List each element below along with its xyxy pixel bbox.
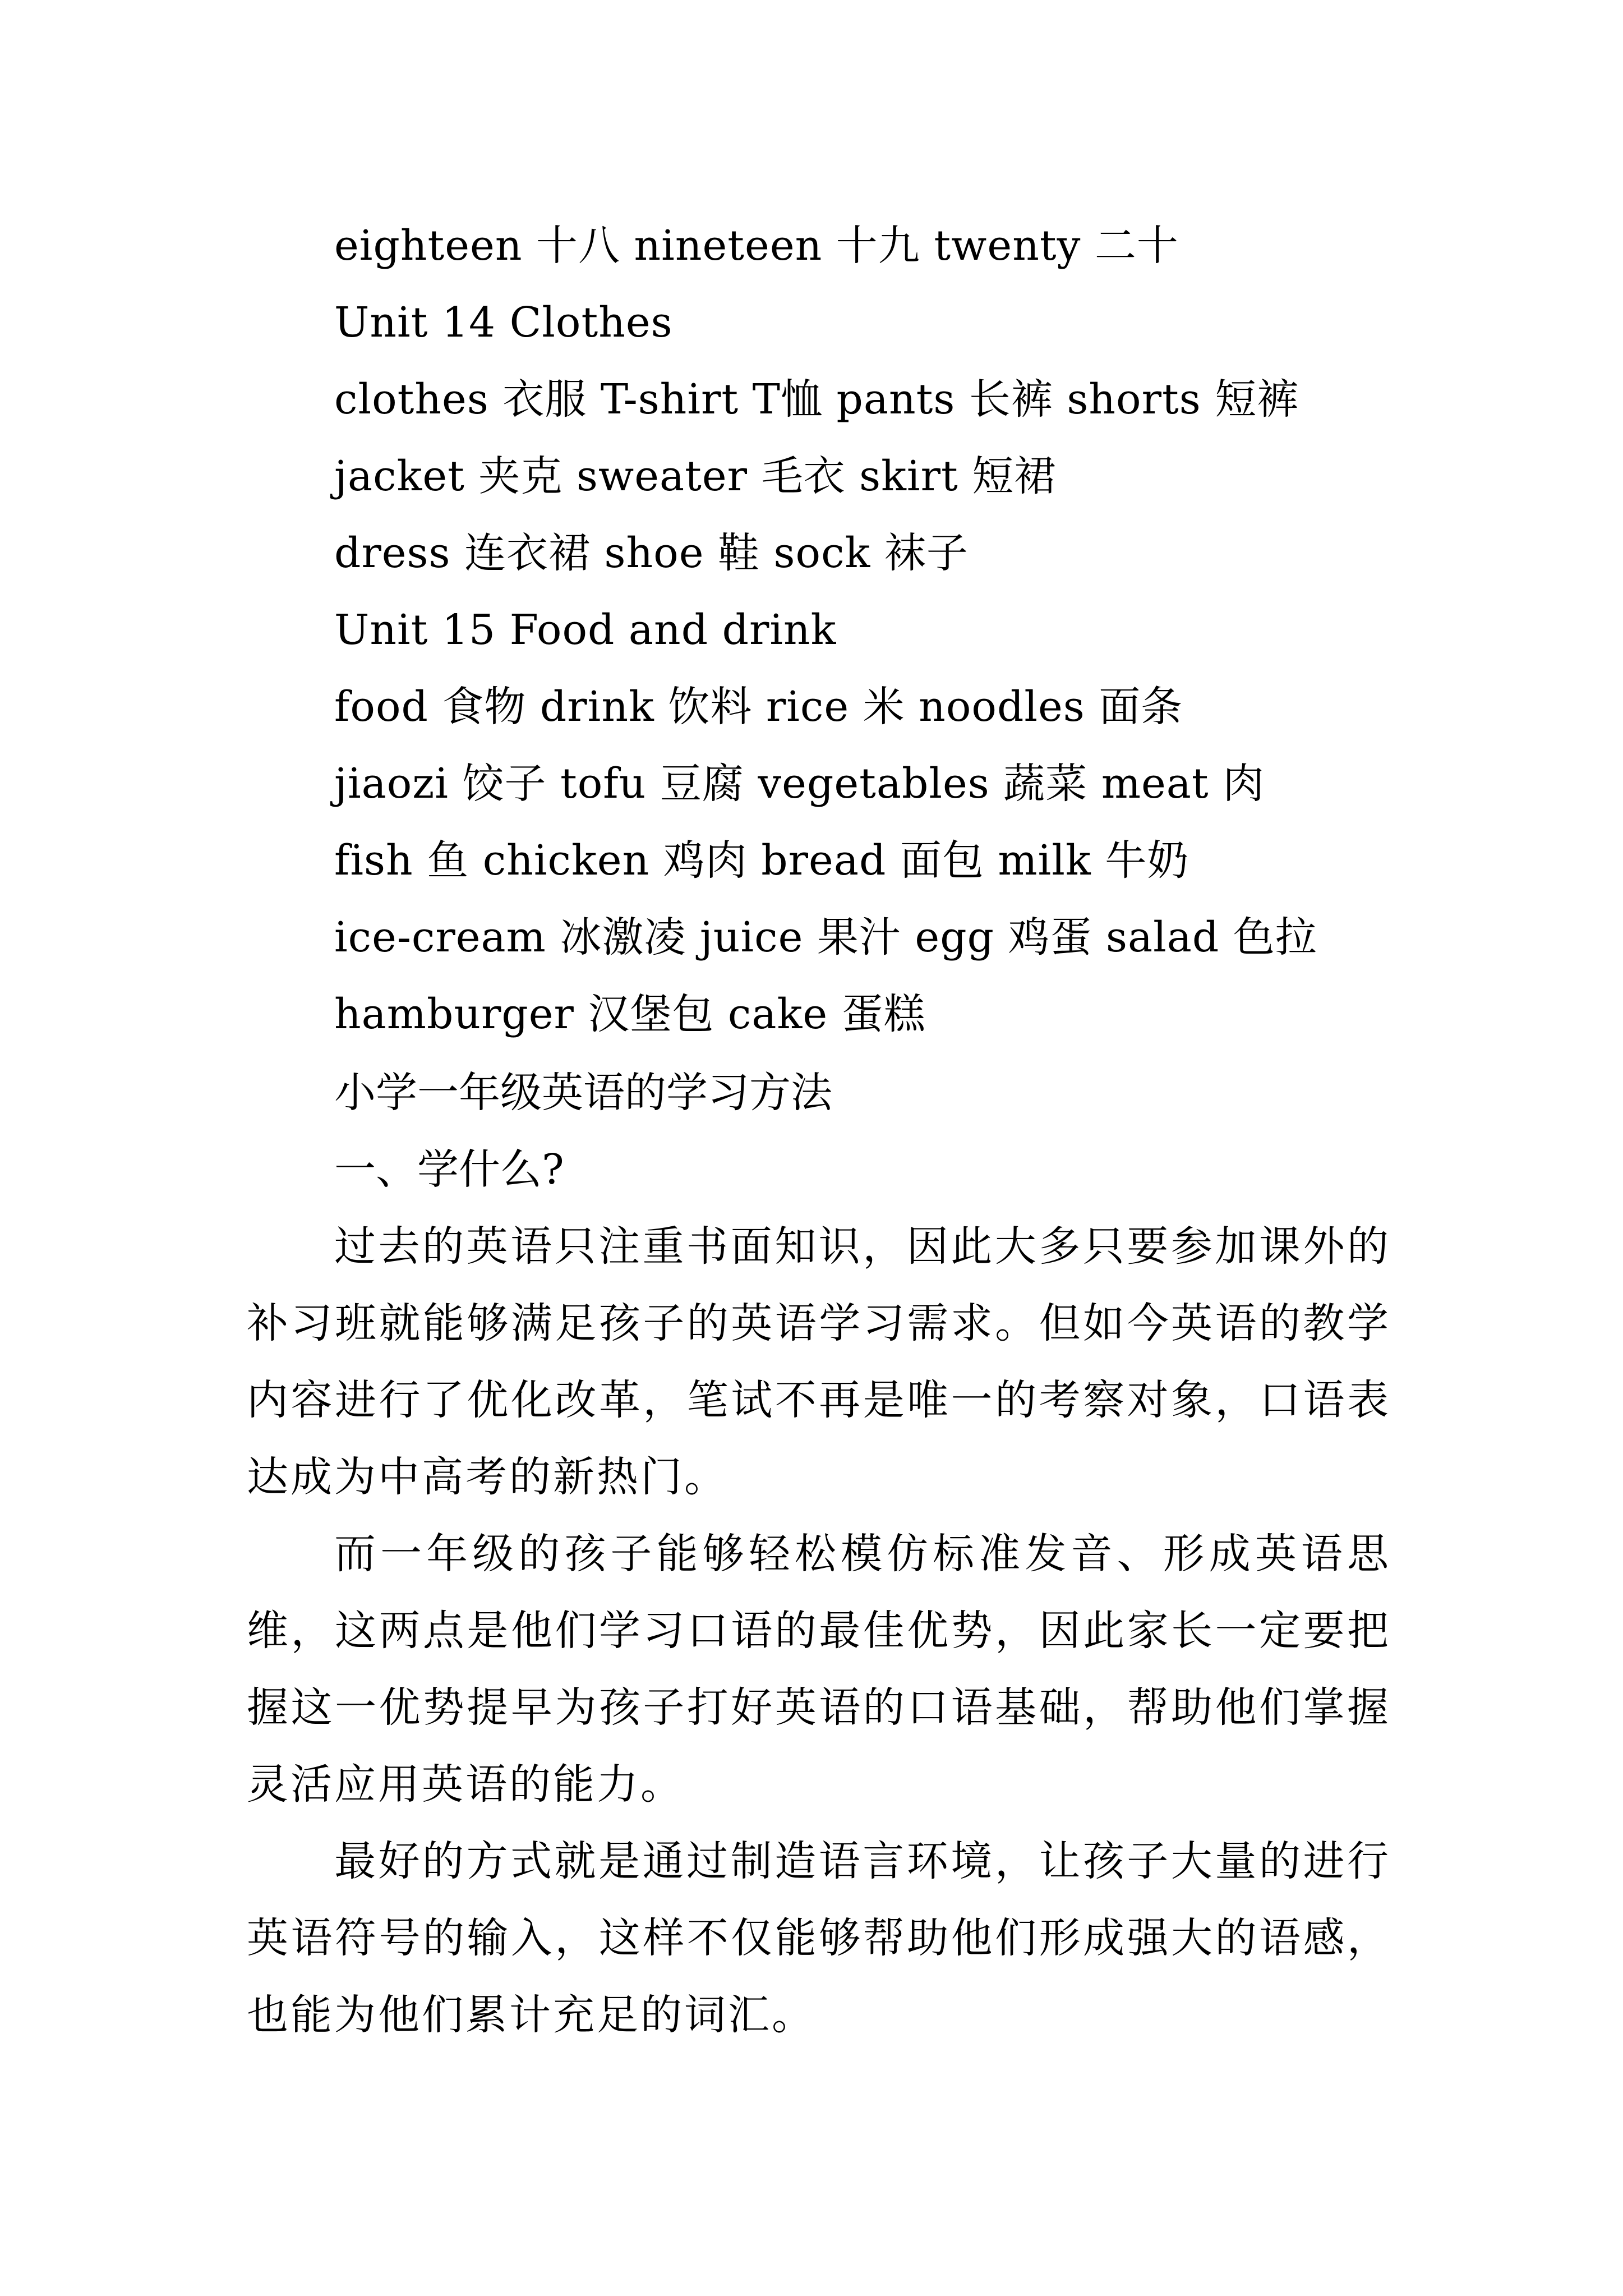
vocab-line: jacket 夹克 sweater 毛衣 skirt 短裙 [334,452,1057,500]
vocab-line: dress 连衣裙 shoe 鞋 sock 袜子 [334,529,969,577]
unit-heading: Unit 14 Clothes [334,298,673,347]
article [247,1055,1391,2054]
vocab-line: eighteen 十八 nineteen 十九 twenty 二十 [334,222,1179,270]
unit-heading: Unit 15 Food and drink [334,606,837,654]
paragraph: 最好的方式就是通过制造语言环境，让孩子大量的进行英语符号的输入，这样不仅能够帮助他们形成强大的语感，也能为他们累计充足的词汇。 [247,1837,1391,2039]
vocab-line: fish 鱼 chicken 鸡肉 bread 面包 milk 牛奶 [334,836,1189,885]
vocab-line: clothes 衣服 T-shirt T恤 pants 长裤 shorts 短裤 [334,375,1299,424]
vocab-line: ice-cream 冰激凌 juice 果汁 egg 鸡蛋 salad 色拉 [334,913,1317,961]
vocab-line: hamburger 汉堡包 cake 蛋糕 [334,990,926,1038]
section-heading: 一、学什么? [334,1145,564,1194]
vocab-line: jiaozi 饺子 tofu 豆腐 vegetables 蔬菜 meat 肉 [334,760,1265,808]
vocabulary-list [334,208,1456,1053]
paragraph: 过去的英语只注重书面知识，因此大多只要参加课外的补习班就能够满足孩子的英语学习需求。但如今英语的教学内容进行了优化改革，笔试不再是唯一的考察对象，口语表达成为中高考的新热门。 [247,1222,1391,1501]
article-title: 小学一年级英语的学习方法 [334,1069,832,1117]
paragraph: 而一年级的孩子能够轻松模仿标准发音、形成英语思维，这两点是他们学习口语的最佳优势，因此家长一定要把握这一优势提早为孩子打好英语的口语基础，帮助他们掌握灵活应用英语的能力。 [247,1530,1391,1809]
vocab-line: food 食物 drink 饮料 rice 米 noodles 面条 [334,683,1183,731]
